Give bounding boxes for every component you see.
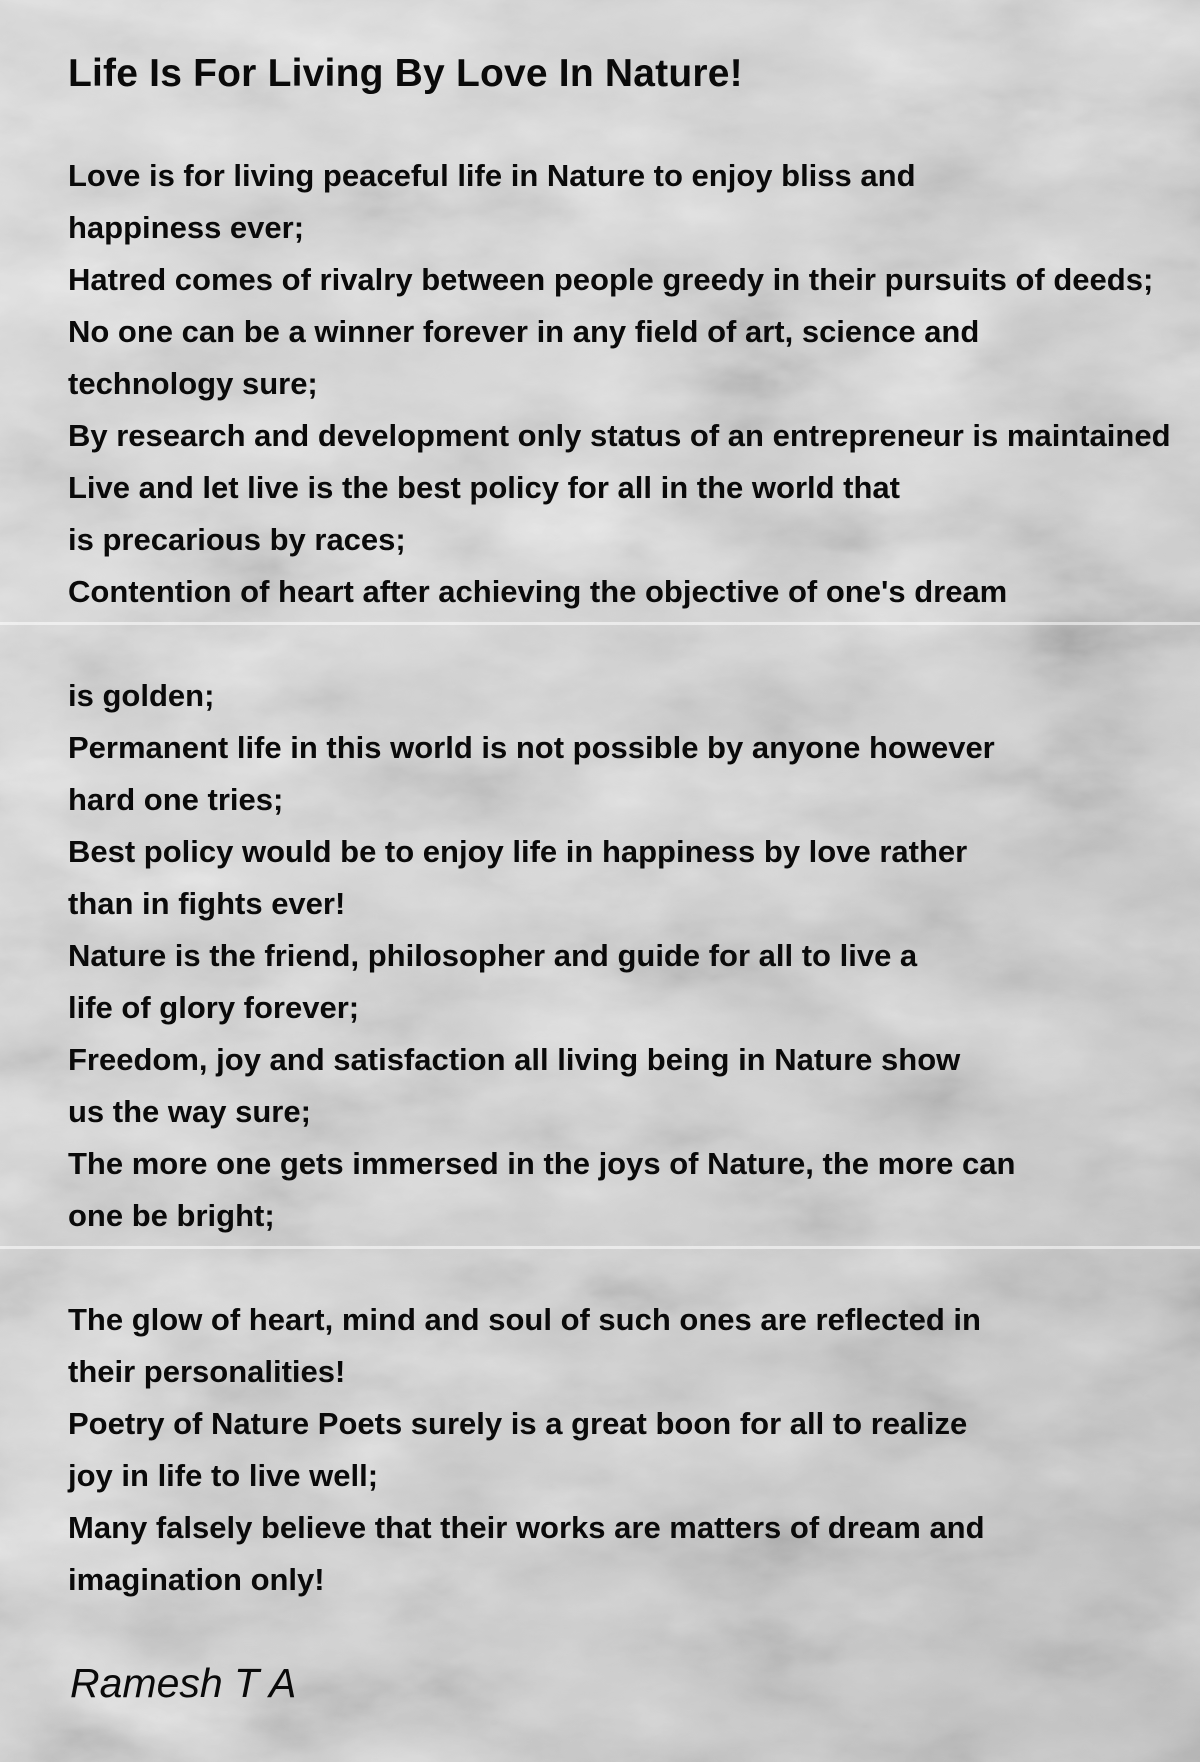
poem-line: Permanent life in this world is not possible by anyone however <box>68 730 995 765</box>
poem-author: Ramesh T A <box>70 1660 297 1706</box>
poem-line: By research and development only status of an entrepreneur is maintained <box>68 418 1171 453</box>
poem-line: Freedom, joy and satisfaction all living being in Nature show <box>68 1042 961 1077</box>
poem-line: No one can be a winner forever in any field of art, science and <box>68 314 980 349</box>
poem-line: is golden; <box>68 678 215 713</box>
poem-title: Life Is For Living By Love In Nature! <box>68 52 743 95</box>
poem-line: The glow of heart, mind and soul of such ones are reflected in <box>68 1302 981 1337</box>
stanza-break <box>68 618 1171 670</box>
poem-line: is precarious by races; <box>68 522 406 557</box>
poem-line: Many falsely believe that their works are matters of dream and <box>68 1510 985 1545</box>
poem-line: us the way sure; <box>68 1094 311 1129</box>
poem-line: Nature is the friend, philosopher and guide for all to live a <box>68 938 918 973</box>
poem-line: Contention of heart after achieving the objective of one's dream <box>68 574 1008 609</box>
poem-line: Live and let live is the best policy for all in the world that <box>68 470 900 505</box>
poem-line: technology sure; <box>68 366 318 401</box>
poem-line: happiness ever; <box>68 210 305 245</box>
poem-line: joy in life to live well; <box>68 1458 379 1493</box>
poem-line: than in fights ever! <box>68 886 346 921</box>
poem-line: Love is for living peaceful life in Nature to enjoy bliss and <box>68 158 916 193</box>
poem-line: one be bright; <box>68 1198 275 1233</box>
poem-line: The more one gets immersed in the joys of Nature, the more can <box>68 1146 1016 1181</box>
stanza-break <box>68 1242 1171 1294</box>
poem-line: Hatred comes of rivalry between people greedy in their pursuits of deeds; <box>68 262 1154 297</box>
poem-line: imagination only! <box>68 1562 325 1597</box>
poem-body <box>68 150 1171 1606</box>
poem-line: Best policy would be to enjoy life in happiness by love rather <box>68 834 968 869</box>
poem-line: life of glory forever; <box>68 990 360 1025</box>
poem-line: their personalities! <box>68 1354 346 1389</box>
poem-line: Poetry of Nature Poets surely is a great boon for all to realize <box>68 1406 968 1441</box>
poem-line: hard one tries; <box>68 782 284 817</box>
